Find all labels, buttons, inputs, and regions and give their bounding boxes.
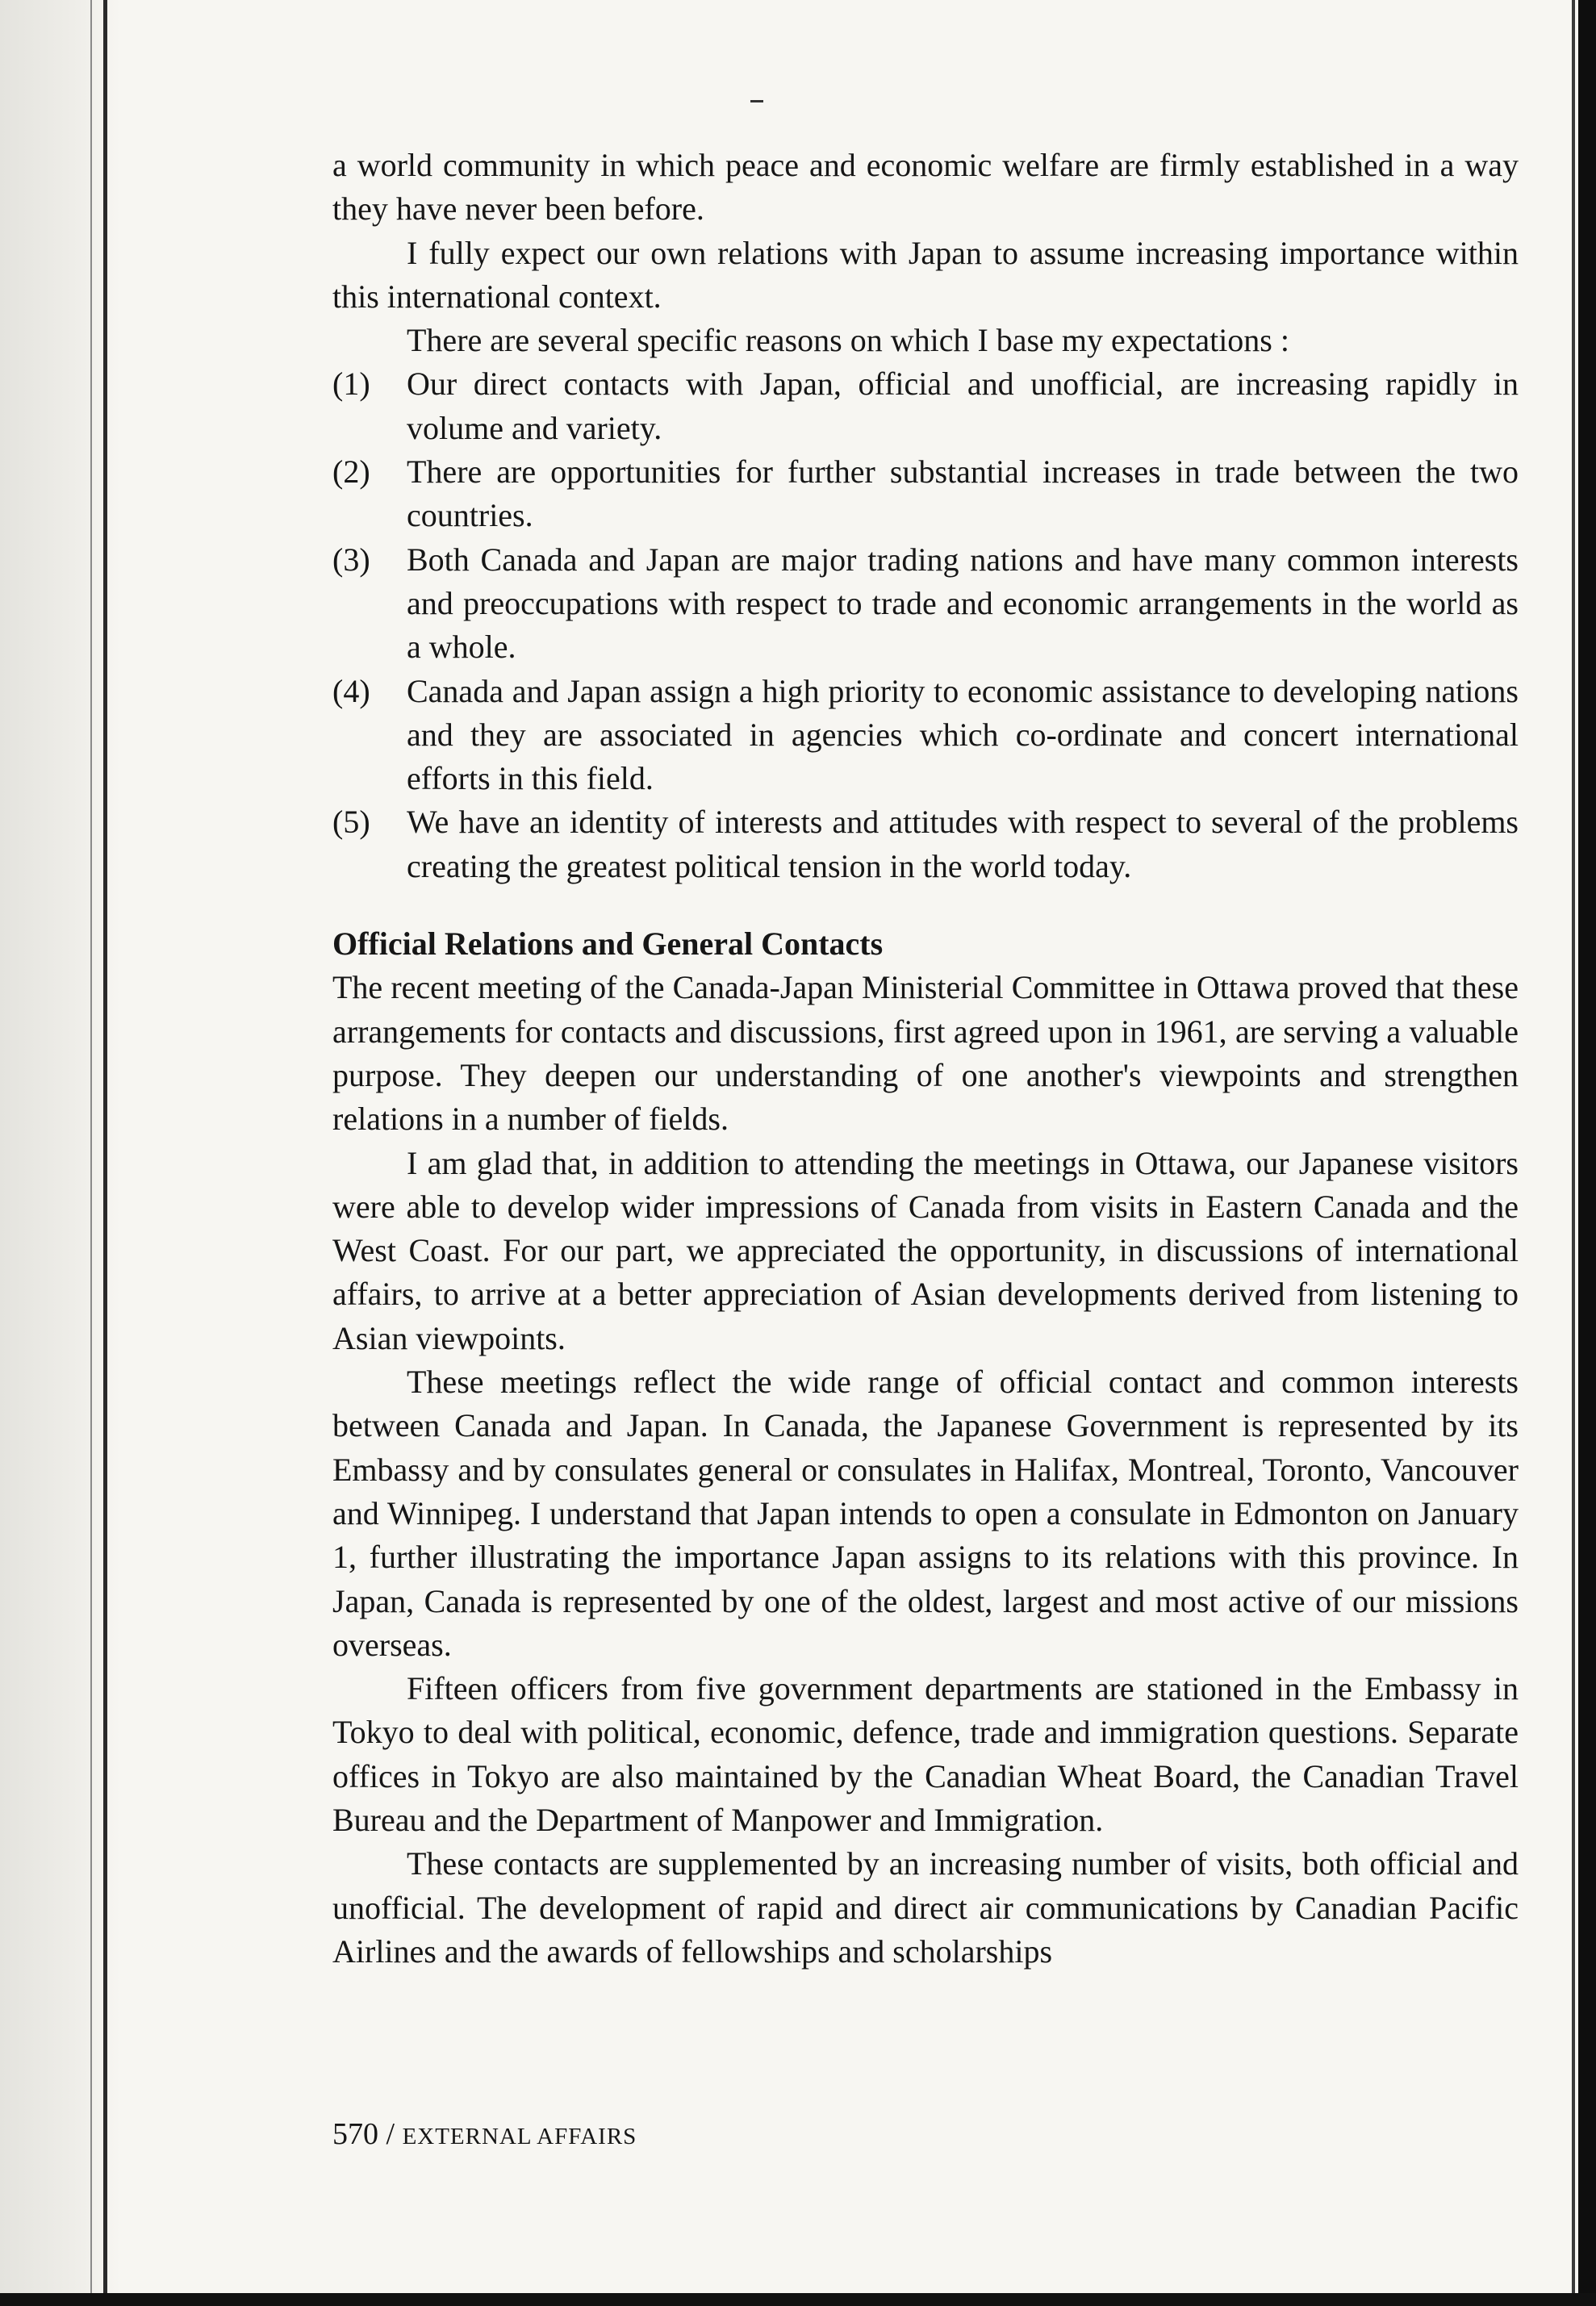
list-item-number: (5): [332, 804, 370, 841]
list-item: [332, 362, 1519, 450]
intro-paragraph: I fully expect our own relations with Japan to assume increasing importance within this international context.: [332, 234, 1519, 315]
scan-bottom-edge: [0, 2293, 1596, 2306]
section-paragraph: These contacts are supplemented by an increasing number of visits, both official and unofficial. The development of rapid and direct air communications by Canadian Pacific Airlines and the awards of fellowships and scholarships: [332, 1845, 1519, 1970]
page-number: 570: [332, 2117, 378, 2151]
publication-name: EXTERNAL AFFAIRS: [402, 2124, 637, 2149]
list-item-number: (4): [332, 672, 370, 709]
section-paragraph: The recent meeting of the Canada-Japan Ministerial Committee in Ottawa proved that these arrangements for contacts and discussions, first agreed upon in 1961, are serving a valuable purpose. They deepen our understanding of one another's viewpoints and strengthen relations in a number of fields.: [332, 969, 1519, 1138]
list-item: [332, 670, 1519, 801]
list-item-text: There are opportunities for further substantial increases in trade between the two countries.: [407, 453, 1519, 534]
list-item-text: Canada and Japan assign a high priority to economic assistance to developing nations and they are associated in agencies which co-ordinate and concert international efforts in this field.: [407, 672, 1519, 797]
scan-mark: [750, 100, 763, 102]
section-paragraph: I am glad that, in addition to attending the meetings in Ottawa, our Japanese visitors were able to develop wider impressions of Canada from visits in Eastern Canada and the West Coast. For our part, we appreciated the opportunity, in discussions of international affairs, to arrive at a better appreciation of Asian developments derived from listening to Asian viewpoints.: [332, 1144, 1519, 1356]
scan-right-edge-line: [1572, 0, 1575, 2306]
reasons-list: [332, 362, 1519, 888]
list-item-number: (3): [332, 541, 370, 578]
list-item-number: (2): [332, 453, 370, 491]
page-body: [332, 144, 1519, 1974]
list-item: [332, 450, 1519, 538]
list-item-text: Both Canada and Japan are major trading nations and have many common interests and preoccupations with respect to trade and economic arrangements in the world as a whole.: [407, 541, 1519, 666]
reasons-lead-in: There are several specific reasons on which I base my expectations :: [407, 322, 1289, 359]
list-item-text: Our direct contacts with Japan, official and unofficial, are increasing rapidly in volume and variety.: [407, 366, 1519, 446]
section-heading: Official Relations and General Contacts: [332, 925, 884, 963]
list-item-number: (1): [332, 366, 370, 403]
list-item: [332, 538, 1519, 670]
intro-paragraph-continuation: a world community in which peace and economic welfare are firmly established in a way they have never been before.: [332, 147, 1519, 228]
scan-binding-line: [103, 0, 107, 2306]
scan-binding-line-inner: [90, 0, 92, 2306]
footer-separator: /: [378, 2117, 403, 2151]
list-item: [332, 800, 1519, 888]
page-footer: [332, 2114, 637, 2157]
list-item-text: We have an identity of interests and attitudes with respect to several of the problems creating the greatest political tension in the world today.: [407, 804, 1519, 884]
scan-right-edge: [1578, 0, 1596, 2306]
section-paragraph: Fifteen officers from five government departments are stationed in the Embassy in Tokyo to deal with political, economic, defence, trade and immigration questions. Separate offices in Tokyo are also maintained by the Canadian Wheat Board, the Canadian Travel Bureau and the Department of Manpower and Immigration.: [332, 1670, 1519, 1838]
section-paragraph: These meetings reflect the wide range of official contact and common interests between Canada and Japan. In Canada, the Japanese Government is represented by its Embassy and by consulates general or consulates in Halifax, Montreal, Toronto, Vancouver and Winnipeg. I understand that Japan intends to open a consulate in Edmonton on January 1, further illustrating the importance Japan assigns to its relations with this province. In Japan, Canada is represented by one of the oldest, largest and most active of our missions overseas.: [332, 1364, 1519, 1663]
